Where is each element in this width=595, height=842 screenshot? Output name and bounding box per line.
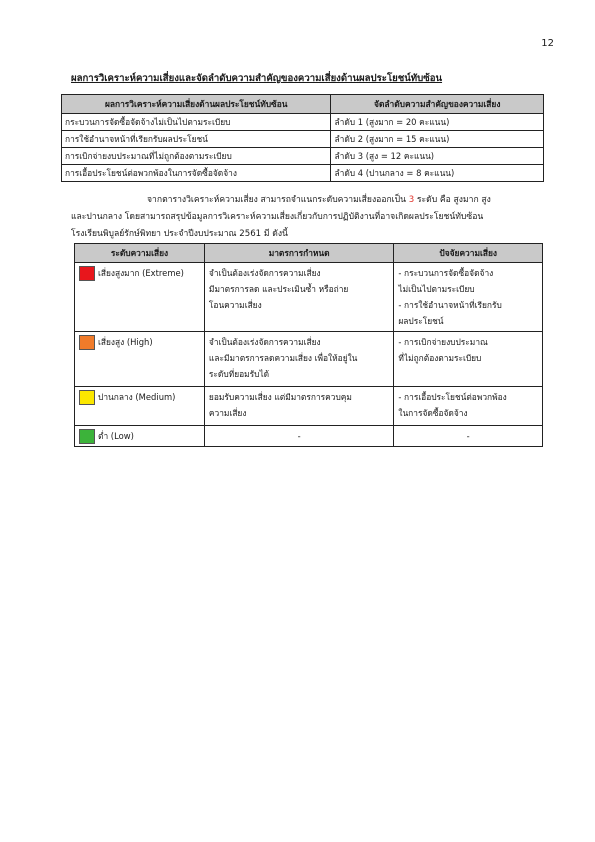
factors-cell [394, 332, 543, 387]
table-row [62, 114, 544, 131]
measure-line: โอนความเสี่ยง [208, 300, 262, 310]
column-header-level: ระดับความเสี่ยง [75, 244, 205, 263]
priority-cell: ลำดับ 1 (สูงมาก = 20 คะแนน) [331, 114, 544, 131]
risk-cell: การใช้อำนาจหน้าที่เรียกรับผลประโยชน์ [62, 131, 331, 148]
summary-paragraph [71, 192, 543, 243]
table-row [62, 165, 544, 182]
factor-line: ไม่เป็นไปตามระเบียบ [398, 284, 475, 294]
factors-cell [394, 387, 543, 426]
column-header-analysis: ผลการวิเคราะห์ความเสี่ยงด้านผลประโยชน์ทับซ้อน [62, 95, 331, 114]
priority-cell: ลำดับ 2 (สูงมาก = 15 คะแนน) [331, 131, 544, 148]
column-header-priority: จัดลำดับความสำคัญของความเสี่ยง [331, 95, 544, 114]
priority-cell: ลำดับ 4 (ปานกลาง = 8 คะแนน) [331, 165, 544, 182]
paragraph-line [71, 192, 543, 209]
risk-level-cell [75, 263, 205, 332]
column-header-factors: ปัจจัยความเสี่ยง [394, 244, 543, 263]
risk-priority-table [61, 94, 544, 182]
factor-line: - การเอื้อประโยชน์ต่อพวกพ้อง [398, 392, 507, 402]
table-row [75, 263, 543, 332]
measure-cell [204, 387, 393, 426]
measure-line: จำเป็นต้องเร่งจัดการความเสี่ยง [208, 337, 321, 347]
paragraph-line: โรงเรียนพิบูลย์รักษ์พิทยา ประจำปีงบประมาณ 2561 มี ดังนี้ [71, 229, 288, 239]
risk-level-label: เสี่ยงสูงมาก (Extreme) [98, 268, 184, 278]
factor-line: - การเบิกจ่ายงบประมาณ [398, 337, 488, 347]
high-color-swatch [79, 335, 95, 350]
measure-cell [204, 263, 393, 332]
column-header-measure: มาตรการกำหนด [204, 244, 393, 263]
measure-line: ความเสี่ยง [208, 408, 247, 418]
medium-color-swatch [79, 390, 95, 405]
measure-line: มีมาตรการลด และประเมินซ้ำ หรือถ่าย [208, 284, 349, 294]
measure-line: ระดับที่ยอมรับได้ [208, 369, 270, 379]
measure-line: จำเป็นต้องเร่งจัดการความเสี่ยง [208, 268, 321, 278]
page-number: 12 [541, 38, 554, 49]
risk-level-count: 3 [408, 195, 415, 205]
table-row [75, 426, 543, 447]
factor-line: - การใช้อำนาจหน้าที่เรียกรับ [398, 300, 502, 310]
factors-cell: - [394, 426, 543, 447]
risk-cell: กระบวนการจัดซื้อจัดจ้างไม่เป็นไปตามระเบียบ [62, 114, 331, 131]
risk-cell: การเอื้อประโยชน์ต่อพวกพ้องในการจัดซื้อจัดจ้าง [62, 165, 331, 182]
paragraph-text: จากตารางวิเคราะห์ความเสี่ยง สามารถจำแนกระดับความเสี่ยงออกเป็น [147, 195, 409, 205]
table-header-row [75, 244, 543, 263]
factor-line: ในการจัดซื้อจัดจ้าง [398, 408, 468, 418]
risk-level-label: เสี่ยงสูง (High) [98, 337, 153, 347]
table-row [62, 131, 544, 148]
section-heading: ผลการวิเคราะห์ความเสี่ยงและจัดลำดับความสำคัญของความเสี่ยงด้านผลประโยชน์ทับซ้อน [71, 73, 443, 84]
measure-cell: - [204, 426, 393, 447]
risk-cell: การเบิกจ่ายงบประมาณที่ไม่ถูกต้องตามระเบียบ [62, 148, 331, 165]
priority-cell: ลำดับ 3 (สูง = 12 คะแนน) [331, 148, 544, 165]
risk-level-cell [75, 426, 205, 447]
paragraph-text: ระดับ คือ สูงมาก สูง [414, 195, 491, 205]
risk-level-cell [75, 387, 205, 426]
extreme-color-swatch [79, 266, 95, 281]
table-header-row [62, 95, 544, 114]
measure-cell [204, 332, 393, 387]
table-row [75, 387, 543, 426]
table-row [75, 332, 543, 387]
risk-level-label: ต่ำ (Low) [98, 431, 134, 441]
factor-line: - กระบวนการจัดซื้อจัดจ้าง [398, 268, 494, 278]
risk-level-cell [75, 332, 205, 387]
factors-cell [394, 263, 543, 332]
measure-line: และมีมาตรการลดความเสี่ยง เพื่อให้อยู่ใน [208, 353, 358, 363]
measure-line: ยอมรับความเสี่ยง แต่มีมาตรการควบคุม [208, 392, 352, 402]
low-color-swatch [79, 429, 95, 444]
paragraph-line: และปานกลาง โดยสามารถสรุปข้อมูลการวิเคราะห์ความเสี่ยงเกี่ยวกับการปฏิบัติงานที่อาจเกิดผลประโยชน์ทับซ้อน [71, 212, 484, 222]
factor-line: ที่ไม่ถูกต้องตามระเบียบ [398, 353, 482, 363]
risk-level-table [74, 243, 543, 447]
risk-level-label: ปานกลาง (Medium) [98, 392, 176, 402]
factor-line: ผลประโยชน์ [398, 316, 444, 326]
table-row [62, 148, 544, 165]
